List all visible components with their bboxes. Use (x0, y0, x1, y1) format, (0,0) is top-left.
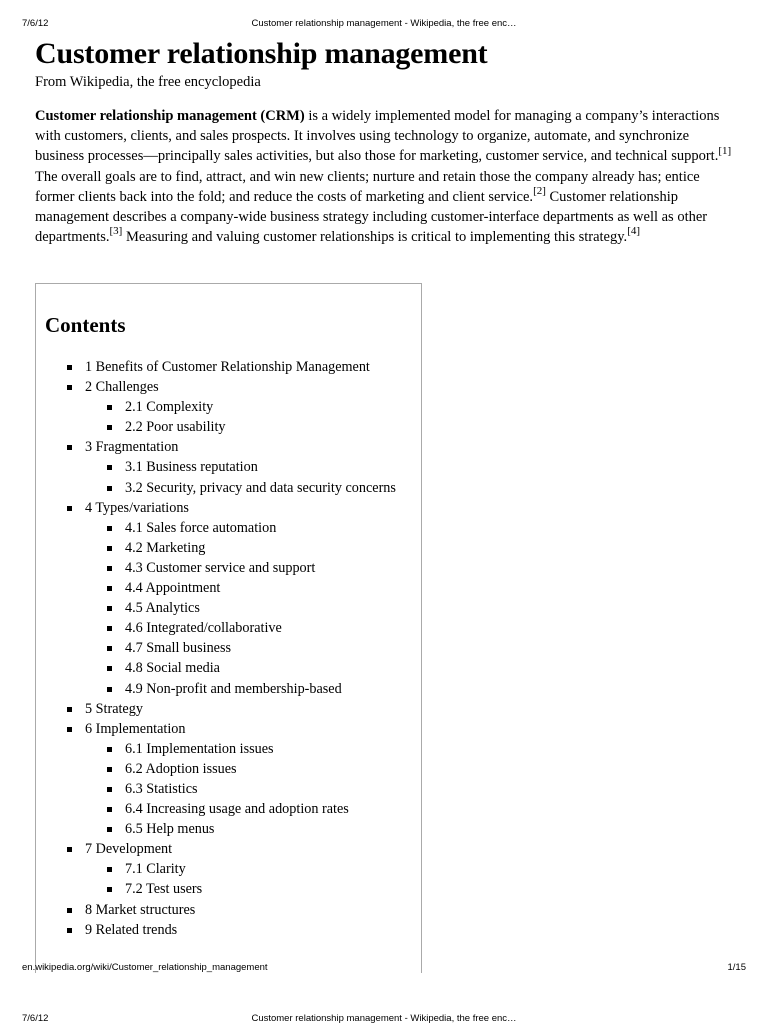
toc-item[interactable] (36, 658, 423, 678)
bullet-icon (107, 546, 112, 551)
toc-item-label[interactable]: 9 Related trends (85, 921, 178, 938)
toc-item-label[interactable]: 6.3 Statistics (125, 780, 198, 797)
toc-item[interactable] (36, 920, 423, 940)
bullet-icon (107, 586, 112, 591)
toc-item-label[interactable]: 4.4 Appointment (125, 580, 221, 597)
toc-item-label[interactable]: 1 Benefits of Customer Relationship Management (85, 359, 370, 375)
bullet-icon (67, 707, 72, 712)
toc-item[interactable] (36, 437, 423, 457)
toc-item-label[interactable]: 4.2 Marketing (125, 539, 206, 556)
toc-item-label[interactable]: 3.2 Security, privacy and data security concerns (125, 479, 396, 496)
toc-item[interactable] (36, 377, 423, 397)
print-page-title: Customer relationship management - Wikipedia, the free enc… (251, 18, 517, 29)
toc-item-label[interactable]: 7.2 Test users (125, 881, 203, 898)
bullet-icon (67, 365, 72, 370)
toc-item[interactable] (36, 759, 423, 779)
toc-item[interactable] (36, 859, 423, 879)
print-page-number: 1/15 (727, 962, 746, 973)
bullet-icon (67, 727, 72, 732)
toc-item[interactable] (36, 518, 423, 538)
toc-item-label[interactable]: 4.1 Sales force automation (125, 519, 277, 536)
bullet-icon (107, 486, 112, 491)
intro-text-3: Customer relationship management describes a company-wide business strategy including customer-interface departments as well as other departments. (35, 188, 708, 246)
bullet-icon (67, 506, 72, 511)
toc-item[interactable] (36, 679, 423, 699)
print-date: 7/6/12 (22, 18, 49, 29)
toc-item-label[interactable]: 6 Implementation (85, 720, 186, 737)
intro-bold-term: Customer relationship management (CRM) (35, 108, 305, 124)
toc-item-label[interactable]: 6.2 Adoption issues (125, 760, 237, 777)
article-content (35, 36, 735, 247)
toc-item[interactable] (36, 799, 423, 819)
print-page-title-next: Customer relationship management - Wikipedia, the free enc… (251, 1013, 517, 1024)
toc-item[interactable] (36, 779, 423, 799)
bullet-icon (67, 928, 72, 933)
citation-link-3[interactable]: [3] (109, 225, 123, 238)
toc-item-label[interactable]: 3.1 Business reputation (125, 459, 258, 476)
toc-item-label[interactable]: 2.2 Poor usability (125, 419, 226, 436)
page-subtitle: From Wikipedia, the free encyclopedia (35, 74, 261, 90)
toc-item-label[interactable]: 6.5 Help menus (125, 821, 215, 838)
print-date-next: 7/6/12 (22, 1013, 49, 1024)
table-of-contents (35, 283, 422, 973)
bullet-icon (107, 425, 112, 430)
toc-item-label[interactable]: 4.5 Analytics (125, 600, 200, 617)
page-title: Customer relationship management (35, 37, 488, 70)
bullet-icon (107, 646, 112, 651)
toc-item-label[interactable]: 2 Challenges (85, 379, 159, 396)
bullet-icon (107, 767, 112, 772)
intro-text-1: is a widely implemented model for managing a company’s interactions with customers, clients, and sales prospects. It involves using technology to organize, automate, and synchronize business processes—principally sales activities, but also those for marketing, customer service, and technical support. (35, 108, 720, 165)
bullet-icon (67, 847, 72, 852)
bullet-icon (107, 465, 112, 470)
bullet-icon (107, 807, 112, 812)
print-url: en.wikipedia.org/wiki/Customer_relationship_management (22, 962, 268, 973)
toc-item-label[interactable]: 4.6 Integrated/collaborative (125, 620, 282, 637)
bullet-icon (107, 526, 112, 531)
intro-text-2: The overall goals are to find, attract, and win new clients; nurture and retain those the company already has; entice former clients back into the fold; and reduce the costs of marketing and client service. (35, 168, 700, 205)
toc-item-label[interactable]: 8 Market structures (85, 901, 196, 918)
toc-item[interactable] (36, 357, 423, 377)
bullet-icon (107, 887, 112, 892)
toc-item-label[interactable]: 5 Strategy (85, 700, 143, 717)
bullet-icon (107, 666, 112, 671)
toc-item[interactable] (36, 478, 423, 498)
toc-item[interactable] (36, 719, 423, 739)
toc-item[interactable] (36, 538, 423, 558)
bullet-icon (67, 385, 72, 390)
toc-item-label[interactable]: 4.3 Customer service and support (125, 559, 316, 576)
toc-item[interactable] (36, 598, 423, 618)
intro-paragraph (35, 106, 735, 247)
bullet-icon (107, 827, 112, 832)
toc-item-label[interactable]: 4.7 Small business (125, 640, 232, 657)
bullet-icon (67, 445, 72, 450)
toc-item[interactable] (36, 618, 423, 638)
bullet-icon (107, 747, 112, 752)
toc-item[interactable] (36, 498, 423, 518)
toc-item-label[interactable]: 4.8 Social media (125, 660, 220, 677)
toc-item[interactable] (36, 397, 423, 417)
toc-item[interactable] (36, 819, 423, 839)
toc-item-label[interactable]: 7 Development (85, 841, 173, 858)
toc-item[interactable] (36, 457, 423, 477)
toc-item[interactable] (36, 578, 423, 598)
bullet-icon (107, 405, 112, 410)
citation-link-4[interactable]: [4] (627, 225, 641, 238)
toc-item-label[interactable]: 7.1 Clarity (125, 861, 186, 878)
toc-item[interactable] (36, 739, 423, 759)
toc-item-label[interactable]: 3 Fragmentation (85, 439, 179, 456)
toc-item[interactable] (36, 879, 423, 899)
toc-item-label[interactable]: 6.1 Implementation issues (125, 740, 274, 757)
toc-list (36, 357, 423, 940)
bullet-icon (107, 787, 112, 792)
toc-item-label[interactable]: 2.1 Complexity (125, 399, 214, 416)
toc-title: Contents (45, 313, 126, 337)
toc-item[interactable] (36, 839, 423, 859)
bullet-icon (107, 687, 112, 692)
toc-item-label[interactable]: 6.4 Increasing usage and adoption rates (125, 801, 349, 818)
print-footer (0, 962, 768, 976)
bullet-icon (67, 908, 72, 913)
citation-link-1[interactable]: [1] (718, 144, 732, 157)
toc-item[interactable] (36, 699, 423, 719)
citation-link-2[interactable]: [2] (533, 184, 546, 197)
bullet-icon (107, 606, 112, 611)
bullet-icon (107, 867, 112, 872)
toc-item[interactable] (36, 558, 423, 578)
print-header (0, 18, 768, 32)
intro-text-4: Measuring and valuing customer relationships is critical to implementing this strategy. (122, 229, 628, 246)
toc-item[interactable] (36, 900, 423, 920)
toc-item[interactable] (36, 638, 423, 658)
bullet-icon (107, 626, 112, 631)
toc-item[interactable] (36, 417, 423, 437)
print-header-next-page (0, 1013, 768, 1027)
toc-item-label[interactable]: 4 Types/variations (85, 499, 189, 516)
bullet-icon (107, 566, 112, 571)
toc-item-label[interactable]: 4.9 Non-profit and membership-based (125, 680, 342, 697)
